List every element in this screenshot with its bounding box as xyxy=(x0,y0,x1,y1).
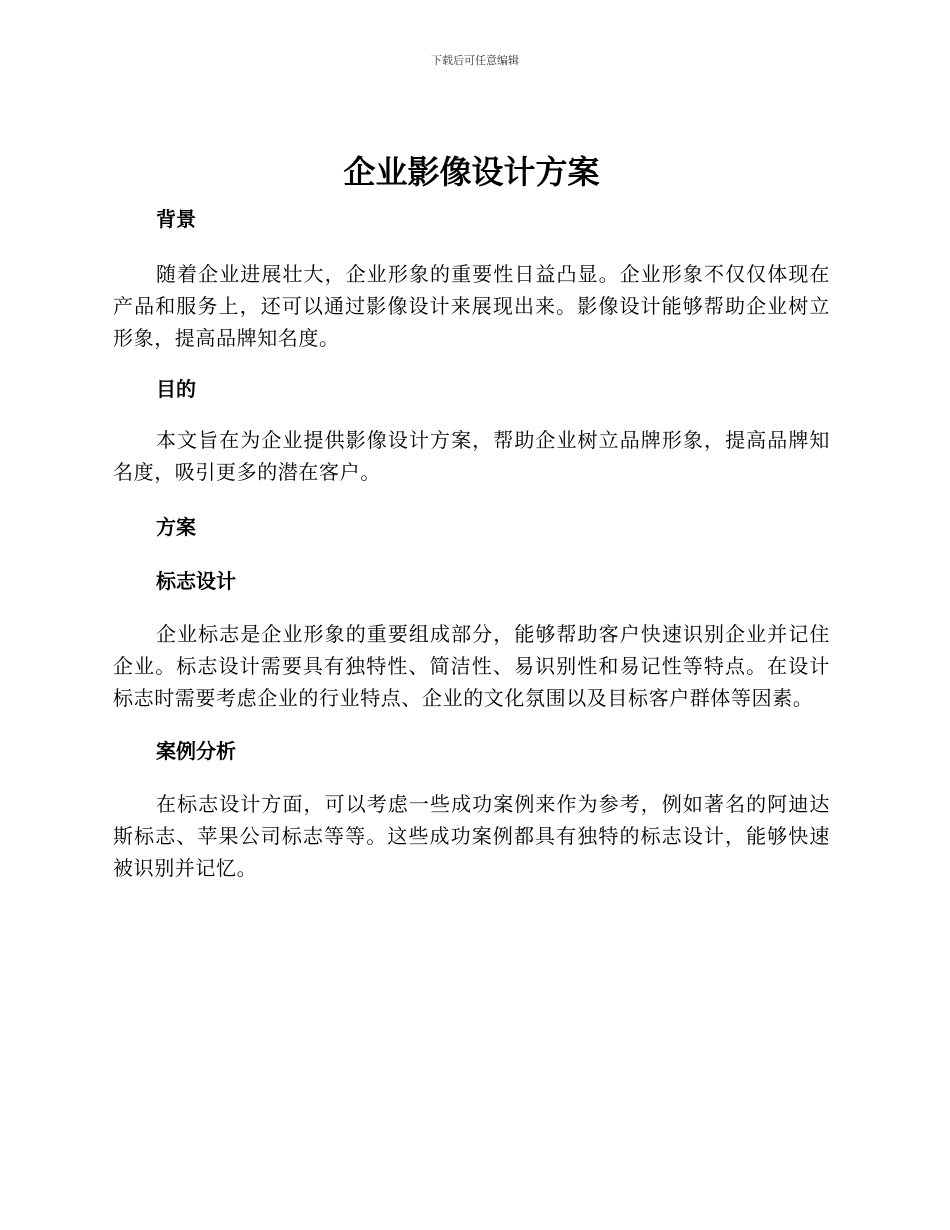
section-body-background: 随着企业进展壮大，企业形象的重要性日益凸显。企业形象不仅仅体现在产品和服务上，还可以通过影像设计来展现出来。影像设计能够帮助企业树立形象，提高品牌知名度。 xyxy=(113,262,830,350)
section-body-case-analysis: 在标志设计方面，可以考虑一些成功案例来作为参考，例如著名的阿迪达斯标志、苹果公司标志等等。这些成功案例都具有独特的标志设计，能够快速被识别并记忆。 xyxy=(113,792,830,880)
section-heading-purpose: 目的 xyxy=(156,377,196,401)
page-header-note: 下载后可任意编辑 xyxy=(431,54,519,67)
page-title: 企业影像设计方案 xyxy=(343,153,600,191)
section-body-logo-design: 企业标志是企业形象的重要组成部分，能够帮助客户快速识别企业并记住企业。标志设计需要具有独特性、简洁性、易识别性和易记性等特点。在设计标志时需要考虑企业的行业特点、企业的文化氛围以及目标客户群体等因素。 xyxy=(113,622,830,710)
section-body-purpose: 本文旨在为企业提供影像设计方案，帮助企业树立品牌形象，提高品牌知名度，吸引更多的潜在客户。 xyxy=(113,428,830,484)
section-heading-plan: 方案 xyxy=(156,515,196,539)
section-heading-logo-design: 标志设计 xyxy=(156,569,236,593)
section-heading-background: 背景 xyxy=(156,207,196,231)
document-body xyxy=(113,150,830,884)
section-heading-case-analysis: 案例分析 xyxy=(156,739,236,763)
